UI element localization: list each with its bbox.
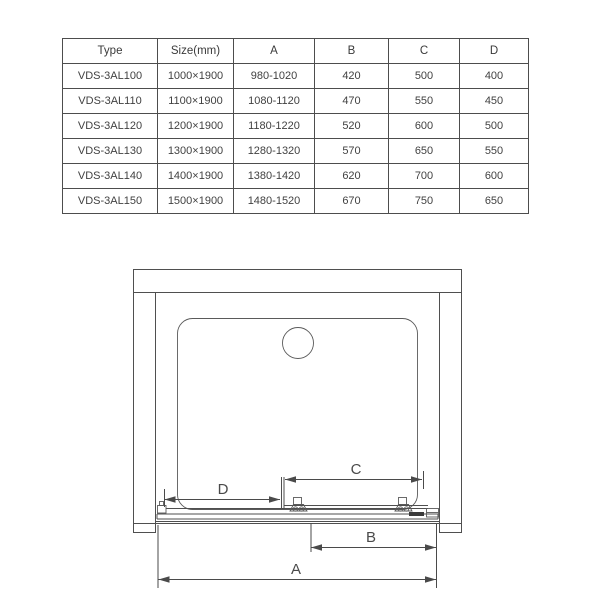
table-cell: 550 (460, 139, 529, 164)
column-header-4: C (389, 39, 460, 64)
door-handle (409, 512, 424, 516)
table-cell: 520 (315, 114, 389, 139)
dim-d-label: D (217, 481, 229, 498)
table-cell: 1280-1320 (234, 139, 315, 164)
table-cell: 570 (315, 139, 389, 164)
table-cell: VDS-3AL120 (63, 114, 158, 139)
brick-wall-right (440, 293, 462, 533)
table-cell: 980-1020 (234, 64, 315, 89)
column-header-1: Size(mm) (158, 39, 234, 64)
enclosure-frame (156, 293, 440, 522)
bottom-track (157, 514, 438, 519)
table-cell: 600 (460, 164, 529, 189)
table-cell: 1180-1220 (234, 114, 315, 139)
table-cell: 750 (389, 189, 460, 214)
dim-c (285, 461, 424, 489)
table-cell: 1480-1520 (234, 189, 315, 214)
dim-a (158, 525, 436, 588)
table-cell: 420 (315, 64, 389, 89)
table-cell: 450 (460, 89, 529, 114)
table-cell: 650 (460, 189, 529, 214)
table-cell: 650 (389, 139, 460, 164)
table-cell: 1080-1120 (234, 89, 315, 114)
table-cell: VDS-3AL140 (63, 164, 158, 189)
table-cell: VDS-3AL110 (63, 89, 158, 114)
table-cell: 600 (389, 114, 460, 139)
table-cell: 400 (460, 64, 529, 89)
table-cell: 1000×1900 (158, 64, 234, 89)
dim-a-label: A (290, 561, 302, 578)
table-cell: 1380-1420 (234, 164, 315, 189)
table-cell: 470 (315, 89, 389, 114)
fixed-panel-edge (282, 477, 285, 509)
table-cell: 1400×1900 (158, 164, 234, 189)
table-cell: VDS-3AL130 (63, 139, 158, 164)
dim-d (165, 481, 281, 507)
brick-wall-top (134, 270, 462, 293)
column-header-5: D (460, 39, 529, 64)
dim-b-label: B (365, 529, 377, 546)
table-cell: 500 (460, 114, 529, 139)
table-cell: 1500×1900 (158, 189, 234, 214)
table-cell: VDS-3AL150 (63, 189, 158, 214)
table-cell: 700 (389, 164, 460, 189)
table-cell: 1300×1900 (158, 139, 234, 164)
column-header-2: A (234, 39, 315, 64)
table-cell: 620 (315, 164, 389, 189)
dim-b (311, 523, 437, 588)
shower-tray (178, 319, 418, 510)
table-cell: 550 (389, 89, 460, 114)
table-cell: 500 (389, 64, 460, 89)
table-cell: 1200×1900 (158, 114, 234, 139)
table-cell: 1100×1900 (158, 89, 234, 114)
table-cell: 670 (315, 189, 389, 214)
column-header-0: Type (63, 39, 158, 64)
drain-circle (283, 328, 314, 359)
column-header-3: B (315, 39, 389, 64)
table-cell: VDS-3AL100 (63, 64, 158, 89)
wall-profile-right (427, 509, 439, 518)
dim-c-label: C (350, 461, 362, 478)
brick-wall-left (134, 293, 156, 533)
